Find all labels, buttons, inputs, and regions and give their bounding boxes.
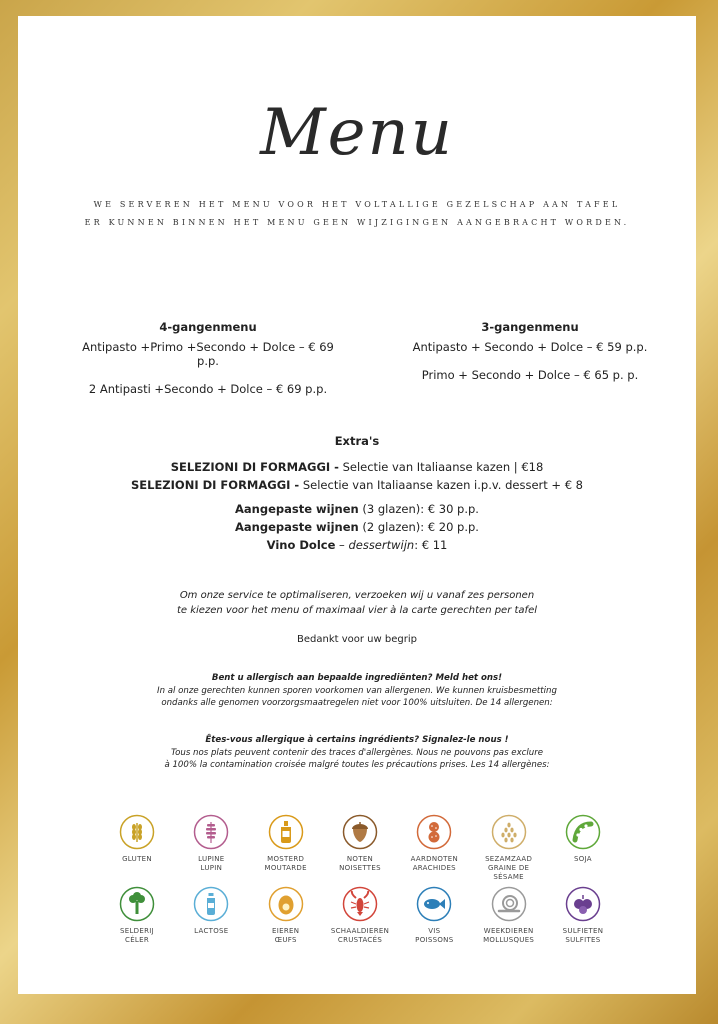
- allergen-grid-row-1: [100, 814, 620, 882]
- allergen-celery: SELDERIJ CÉLER: [100, 886, 174, 945]
- menu-3-option-2: Primo + Secondo + Dolce – € 65 p. p.: [421, 368, 639, 382]
- wheat-icon: [119, 814, 155, 850]
- celery-icon: [119, 886, 155, 922]
- menu-4-option-1: Antipasto +Primo +Secondo + Dolce – € 69 p.p.: [82, 340, 334, 368]
- extras-item: SELEZIONI DI FORMAGGI - Selectie van Italiaanse kazen | €18: [170, 460, 544, 474]
- nut-icon: [342, 814, 378, 850]
- allergen-lactose: LACTOSE: [174, 886, 248, 945]
- egg-icon: [268, 886, 304, 922]
- menu-4-courses: [78, 320, 338, 410]
- service-note: [18, 588, 696, 618]
- allergen-soy: SOJA: [546, 814, 620, 882]
- allergy-fr-line-1: Tous nos plats peuvent contenir des traces d'allergènes. Nous ne pouvons pas exclure: [170, 747, 544, 758]
- mustard-icon: [268, 814, 304, 850]
- sesame-icon: [491, 814, 527, 850]
- allergen-grid-row-2: [100, 886, 620, 945]
- page-title: Menu: [260, 96, 454, 170]
- menu-4-heading: 4-gangenmenu: [159, 320, 257, 334]
- extras-item: Aangepaste wijnen (2 glazen): € 20 p.p.: [235, 520, 479, 534]
- allergen-lupin: LUPINE LUPIN: [174, 814, 248, 882]
- extras-item: Vino Dolce – dessertwijn: € 11: [266, 538, 448, 552]
- allergen-mustard: MOSTERD MOUTARDE: [249, 814, 323, 882]
- allergen-nuts: NOTEN NOISETTES: [323, 814, 397, 882]
- allergen-eggs: EIEREN ŒUFS: [249, 886, 323, 945]
- allergy-fr-heading: Êtes-vous allergique à certains ingrédients? Signalez-le nous !: [205, 735, 509, 745]
- lobster-icon: [342, 886, 378, 922]
- allergy-note-nl: [18, 672, 696, 710]
- menu-sheet: [18, 16, 696, 994]
- allergen-sulphites: SULFIETEN SULFITES: [546, 886, 620, 945]
- allergy-nl-line-1: In al onze gerechten kunnen sporen voorkomen van allergenen. We kunnen kruisbesmetting: [157, 685, 557, 696]
- intro-line-2: ER KUNNEN BINNEN HET MENU GEEN WIJZIGINGEN AANGEBRACHT WORDEN.: [84, 218, 630, 227]
- allergen-gluten: GLUTEN: [100, 814, 174, 882]
- menu-3-courses: [400, 320, 660, 396]
- menu-3-option-1: Antipasto + Secondo + Dolce – € 59 p.p.: [412, 340, 648, 354]
- peanut-icon: [416, 814, 452, 850]
- allergen-fish: VIS POISSONS: [397, 886, 471, 945]
- allergy-note-fr: [18, 734, 696, 772]
- lupin-icon: [193, 814, 229, 850]
- service-line-1: Om onze service te optimaliseren, verzoeken wij u vanaf zes personen: [179, 590, 535, 601]
- service-line-2: te kiezen voor het menu of maximaal vier à la carte gerechten per tafel: [176, 605, 537, 616]
- allergen-crustaceans: SCHAALDIEREN CRUSTACÉS: [323, 886, 397, 945]
- snail-icon: [491, 886, 527, 922]
- milk-icon: [193, 886, 229, 922]
- allergy-fr-line-2: à 100% la contamination croisée malgré toutes les précautions prises. Les 14 allergènes:: [164, 760, 550, 770]
- extras-item: Aangepaste wijnen (3 glazen): € 30 p.p.: [235, 502, 479, 516]
- grapes-icon: [565, 886, 601, 922]
- extras-heading: Extra's: [334, 434, 380, 448]
- allergy-nl-heading: Bent u allergisch aan bepaalde ingrediënten? Meld het ons!: [211, 673, 503, 683]
- extras-section: [18, 432, 696, 554]
- menu-3-heading: 3-gangenmenu: [481, 320, 579, 334]
- allergy-nl-line-2: ondanks alle genomen voorzorgsmaatregelen niet voor 100% uitsluiten. De 14 allergenen:: [161, 698, 553, 708]
- allergen-molluscs: WEEKDIEREN MOLLUSQUES: [472, 886, 546, 945]
- menu-4-option-2: 2 Antipasti +Secondo + Dolce – € 69 p.p.: [88, 382, 328, 396]
- allergen-sesame: SEZAMZAAD GRAINE DE SÉSAME: [472, 814, 546, 882]
- soy-icon: [565, 814, 601, 850]
- thanks-text: Bedankt voor uw begrip: [297, 634, 417, 645]
- fish-icon: [416, 886, 452, 922]
- allergen-peanuts: AARDNOTEN ARACHIDES: [397, 814, 471, 882]
- extras-item: SELEZIONI DI FORMAGGI - Selectie van Italiaanse kazen i.p.v. dessert + € 8: [130, 478, 583, 492]
- intro-line-1: WE SERVEREN HET MENU VOOR HET VOLTALLIGE GEZELSCHAP AAN TAFEL: [93, 200, 621, 209]
